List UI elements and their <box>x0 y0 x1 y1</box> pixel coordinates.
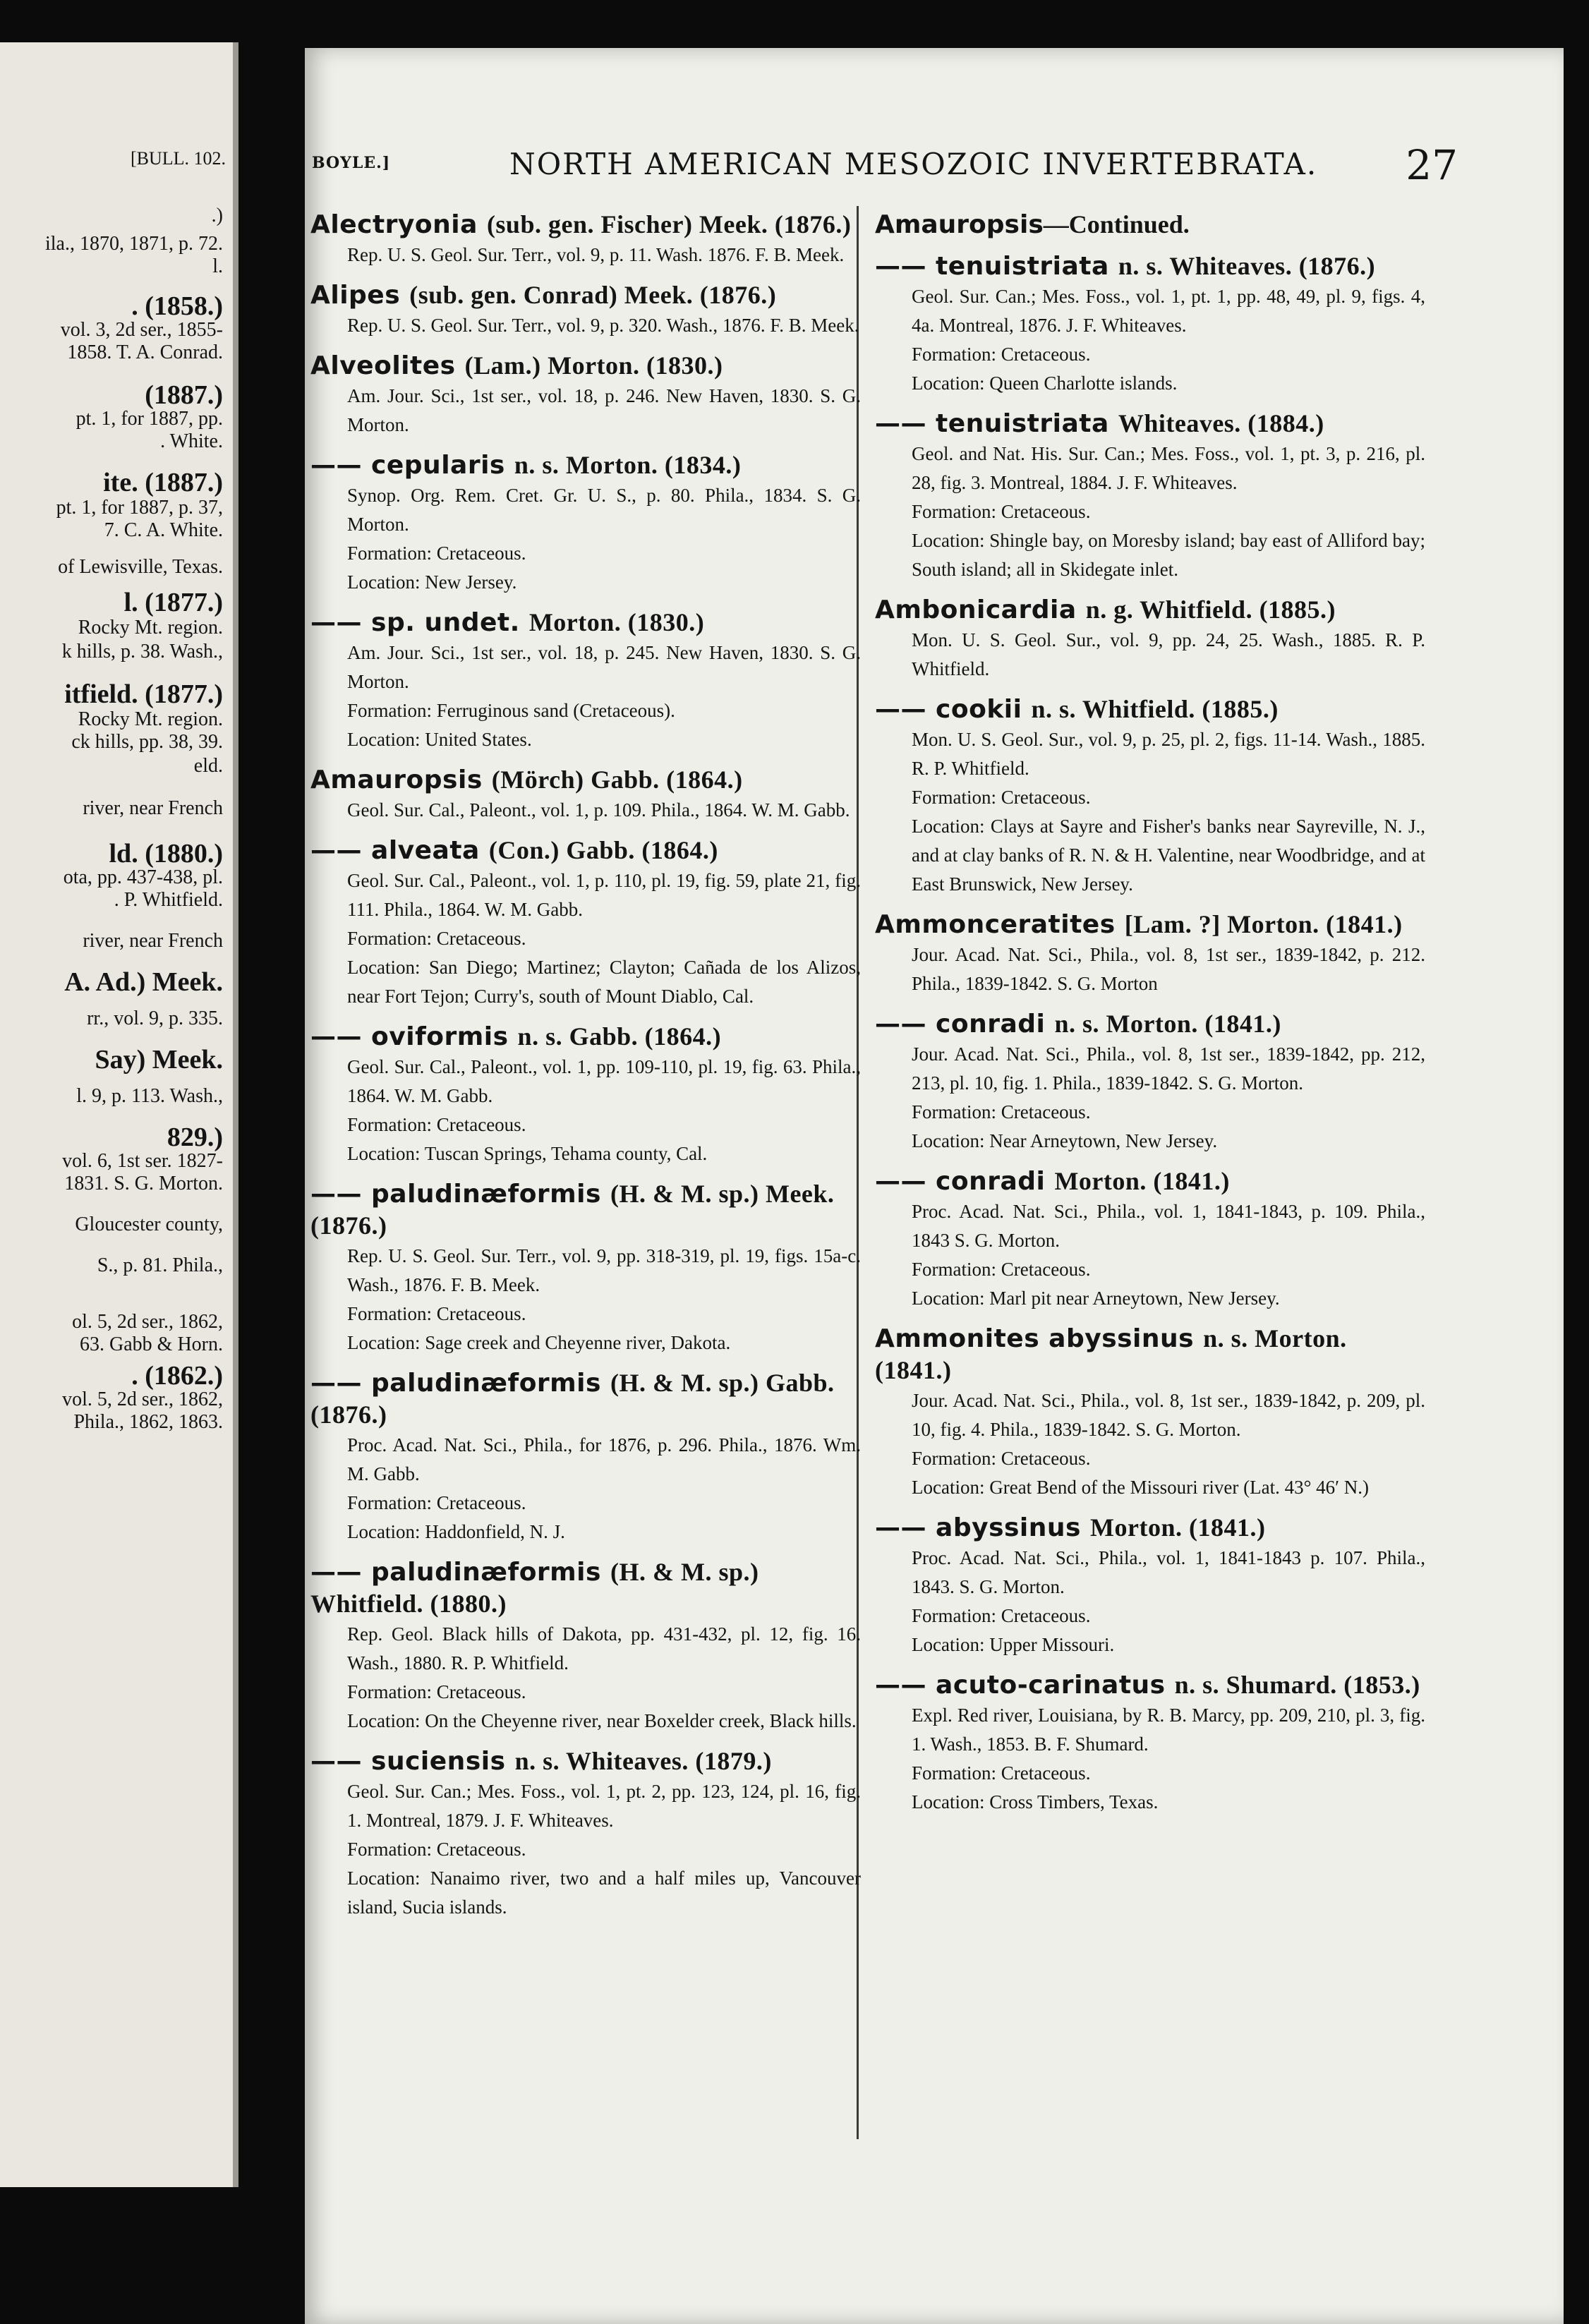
left-page-line: ol. 5, 2d ser., 1862, <box>72 1311 223 1333</box>
bibliography-entry <box>875 594 1425 684</box>
left-page-line: pt. 1, for 1887, p. 37, <box>56 497 223 519</box>
taxon-authority: (H. & M. sp.) Gabb. (1876.) <box>310 1369 835 1429</box>
entry-formation: Formation: Cretaceous. <box>912 1259 1091 1280</box>
entry-citation: Geol. Sur. Cal., Paleont., vol. 1, p. 110, pl. 19, fig. 59, plate 21, fig. 111. Phila., 1864. W. M. Gabb. <box>347 870 861 920</box>
taxon-authority: (sub. gen. Conrad) Meek. (1876.) <box>409 281 777 309</box>
bibliography-entry <box>875 1669 1425 1817</box>
bibliography-entry <box>310 835 861 1011</box>
taxon-name: —— paludinæformis <box>310 1180 601 1209</box>
bibliography-entry <box>875 250 1425 398</box>
left-page-line: of Lewisville, Texas. <box>58 556 223 578</box>
left-page-line: ota, pp. 437-438, pl. <box>63 866 223 888</box>
taxon-authority: n. s. Morton. (1841.) <box>1054 1010 1281 1038</box>
entry-formation: Formation: Cretaceous. <box>347 1303 526 1324</box>
bibliography-entry <box>875 1008 1425 1156</box>
left-page-line: Gloucester county, <box>75 1214 223 1235</box>
entry-heading <box>310 1367 861 1431</box>
taxon-name: —— abyssinus <box>875 1513 1081 1542</box>
entry-citation: Rep. Geol. Black hills of Dakota, pp. 431-432, pl. 12, fig. 16. Wash., 1880. R. P. Whitfield. <box>347 1623 861 1674</box>
entry-location: Location: Sage creek and Cheyenne river, Dakota. <box>347 1332 731 1353</box>
left-page-line: 63. Gabb & Horn. <box>80 1333 223 1355</box>
left-page-line: 1831. S. G. Morton. <box>64 1173 223 1194</box>
taxon-authority: n. s. Shumard. (1853.) <box>1174 1671 1420 1699</box>
taxon-name: —— tenuistriata <box>875 409 1109 438</box>
entry-heading <box>875 909 1425 940</box>
taxon-name: Ambonicardia <box>875 595 1077 624</box>
left-page-line: .) <box>211 205 223 226</box>
taxon-authority: (H. & M. sp.) Meek. (1876.) <box>310 1180 835 1240</box>
left-page-line: vol. 3, 2d ser., 1855- <box>60 319 223 341</box>
taxon-authority: n. s. Morton. (1834.) <box>514 451 742 479</box>
taxon-authority: n. s. Morton. (1841.) <box>875 1324 1347 1384</box>
entry-citation: Proc. Acad. Nat. Sci., Phila., for 1876, p. 296. Phila., 1876. Wm. M. Gabb. <box>347 1434 861 1484</box>
left-page-line: ck hills, pp. 38, 39. <box>71 731 223 753</box>
taxon-authority: (H. & M. sp.) Whitfield. (1880.) <box>310 1558 759 1618</box>
taxon-authority: Morton. (1830.) <box>528 608 705 636</box>
left-page-line: . (1858.) <box>131 291 223 321</box>
taxon-authority: (Mörch) Gabb. (1864.) <box>491 765 743 794</box>
entry-heading <box>875 1323 1425 1386</box>
continued-genus: Amauropsis <box>875 210 1044 239</box>
entry-location: Location: San Diego; Martinez; Clayton; Cañada de los Alizos, near Fort Tejon; Curry's, south of Mount Diablo, Cal. <box>347 957 861 1007</box>
taxon-authority: Morton. (1841.) <box>1090 1513 1266 1542</box>
bibliography-entry <box>310 350 861 440</box>
taxon-authority: [Lam. ?] Morton. (1841.) <box>1124 910 1403 938</box>
entry-location: Location: Haddonfield, N. J. <box>347 1521 565 1542</box>
entry-heading <box>875 694 1425 725</box>
left-page-line: A. Ad.) Meek. <box>64 967 223 997</box>
entry-formation: Formation: Cretaceous. <box>912 344 1091 365</box>
entry-heading <box>310 764 861 796</box>
left-page-line: pt. 1, for 1887, pp. <box>75 408 223 430</box>
entry-formation: Formation: Cretaceous. <box>347 1681 526 1702</box>
taxon-name: —— paludinæformis <box>310 1369 601 1398</box>
taxon-authority: n. s. Gabb. (1864.) <box>517 1022 722 1051</box>
taxon-authority: (Con.) Gabb. (1864.) <box>488 836 718 864</box>
entry-location: Location: Tuscan Springs, Tehama county, Cal. <box>347 1143 708 1164</box>
taxon-authority: n. g. Whitfield. (1885.) <box>1085 595 1336 624</box>
entry-heading <box>875 1512 1425 1544</box>
left-page-line: Say) Meek. <box>95 1045 223 1075</box>
entry-location: Location: Nanaimo river, two and a half miles up, Vancouver island, Sucia islands. <box>347 1868 861 1918</box>
taxon-name: —— cepularis <box>310 451 505 480</box>
left-page-fragment <box>0 42 238 2187</box>
entry-heading <box>875 1669 1425 1701</box>
continued-label: —Continued. <box>1043 210 1190 238</box>
taxon-authority: n. s. Whiteaves. (1879.) <box>514 1747 772 1775</box>
entry-location: Location: United States. <box>347 729 532 750</box>
entry-citation: Jour. Acad. Nat. Sci., Phila., vol. 8, 1st ser., 1839-1842, p. 212. Phila., 1839-1842. S. G. Morton <box>912 944 1425 994</box>
entry-heading <box>310 835 861 866</box>
entry-location: Location: Great Bend of the Missouri river (Lat. 43° 46′ N.) <box>912 1477 1370 1498</box>
left-page-line: itfield. (1877.) <box>64 679 223 709</box>
taxon-authority: Whiteaves. (1884.) <box>1118 409 1324 437</box>
taxon-name: —— cookii <box>875 695 1022 724</box>
left-page-line: Phila., 1862, 1863. <box>73 1411 223 1433</box>
entry-location: Location: Near Arneytown, New Jersey. <box>912 1130 1218 1151</box>
bibliography-entry <box>310 1021 861 1168</box>
left-page-line: l. 9, p. 113. Wash., <box>76 1085 223 1107</box>
entry-heading <box>875 250 1425 282</box>
left-page-line: S., p. 81. Phila., <box>97 1254 223 1276</box>
left-page-line: vol. 5, 2d ser., 1862, <box>62 1388 223 1410</box>
entry-formation: Formation: Cretaceous. <box>912 1101 1091 1122</box>
entry-heading <box>310 607 861 639</box>
entry-citation: Mon. U. S. Geol. Sur., vol. 9, pp. 24, 25. Wash., 1885. R. P. Whitfield. <box>912 629 1425 679</box>
left-page-line: ila., 1870, 1871, p. 72. <box>45 233 223 255</box>
bibliography-entry <box>875 694 1425 899</box>
left-page-line: river, near French <box>83 797 223 819</box>
entry-citation: Geol. Sur. Can.; Mes. Foss., vol. 1, pt. 1, pp. 48, 49, pl. 9, figs. 4, 4a. Montreal, 1876. J. F. Whiteaves. <box>912 286 1425 336</box>
bibliography-entry <box>875 408 1425 584</box>
bibliography-entry <box>310 279 861 340</box>
bibliography-entry <box>310 449 861 597</box>
entry-formation: Formation: Cretaceous. <box>347 1114 526 1135</box>
entry-citation: Proc. Acad. Nat. Sci., Phila., vol. 1, 1841-1843 p. 107. Phila., 1843. S. G. Morton. <box>912 1547 1425 1597</box>
bibliography-entry <box>310 607 861 754</box>
taxon-name: —— conradi <box>875 1010 1046 1039</box>
entry-location: Location: Marl pit near Arneytown, New Jersey. <box>912 1288 1280 1309</box>
taxon-name: Alipes <box>310 281 401 310</box>
running-head-author: BOYLE.] <box>312 154 391 172</box>
bibliography-entry <box>310 209 861 270</box>
column-left <box>310 209 861 1932</box>
entry-citation: Geol. Sur. Cal., Paleont., vol. 1, p. 109. Phila., 1864. W. M. Gabb. <box>347 799 850 821</box>
entry-citation: Mon. U. S. Geol. Sur., vol. 9, p. 25, pl. 2, figs. 11-14. Wash., 1885. R. P. Whitfield. <box>912 729 1425 779</box>
left-page-line: . White. <box>160 430 223 452</box>
entry-formation: Formation: Cretaceous. <box>912 1448 1091 1469</box>
taxon-name: Ammonceratites <box>875 910 1116 939</box>
entry-formation: Formation: Cretaceous. <box>912 1605 1091 1626</box>
entry-citation: Am. Jour. Sci., 1st ser., vol. 18, p. 245. New Haven, 1830. S. G. Morton. <box>347 642 861 692</box>
left-page-line: ld. (1880.) <box>109 839 223 869</box>
taxon-name: —— oviformis <box>310 1022 509 1051</box>
taxon-name: Amauropsis <box>310 765 483 794</box>
bibliography-entry <box>310 1745 861 1922</box>
entry-heading <box>310 449 861 481</box>
entry-location: Location: New Jersey. <box>347 571 517 593</box>
column-right <box>875 209 1425 1827</box>
entry-formation: Formation: Cretaceous. <box>912 501 1091 522</box>
entry-heading <box>875 1166 1425 1197</box>
bibliography-entry <box>875 1323 1425 1502</box>
entry-formation: Formation: Cretaceous. <box>347 1492 526 1513</box>
page-header <box>305 141 1564 189</box>
left-page-line: 7. C. A. White. <box>104 519 223 541</box>
bibliography-entry <box>310 1556 861 1736</box>
left-page-line: . P. Whitfield. <box>114 889 223 911</box>
bibliography-entry <box>310 764 861 825</box>
left-page-line: Rocky Mt. region. <box>78 617 223 639</box>
entry-heading <box>310 1178 861 1242</box>
left-page-line: ite. (1887.) <box>103 468 223 497</box>
entry-citation: Geol. Sur. Cal., Paleont., vol. 1, pp. 109-110, pl. 19, fig. 63. Phila., 1864. W. M. Gabb. <box>347 1056 861 1106</box>
taxon-authority: n. s. Whiteaves. (1876.) <box>1118 252 1376 280</box>
taxon-name: Ammonites abyssinus <box>875 1324 1195 1353</box>
entry-formation: Formation: Cretaceous. <box>347 928 526 949</box>
left-page-line: k hills, p. 38. Wash., <box>61 641 223 662</box>
left-page-line: eld. <box>193 755 223 777</box>
entry-citation: Rep. U. S. Geol. Sur. Terr., vol. 9, p. 11. Wash. 1876. F. B. Meek. <box>347 244 845 265</box>
entry-citation: Expl. Red river, Louisiana, by R. B. Marcy, pp. 209, 210, pl. 3, fig. 1. Wash., 1853. B. F. Shumard. <box>912 1705 1425 1755</box>
entry-citation: Rep. U. S. Geol. Sur. Terr., vol. 9, p. 320. Wash., 1876. F. B. Meek. <box>347 315 859 336</box>
left-page-line: vol. 6, 1st ser. 1827- <box>62 1150 223 1172</box>
entry-heading <box>310 209 861 241</box>
entry-heading <box>875 408 1425 440</box>
book-page <box>305 48 1564 2324</box>
continued-heading <box>875 209 1425 241</box>
taxon-authority: Morton. (1841.) <box>1054 1167 1230 1195</box>
taxon-name: Alveolites <box>310 351 456 380</box>
left-page-line: river, near French <box>83 930 223 952</box>
taxon-name: Alectryonia <box>310 210 478 239</box>
entry-location: Location: Clays at Sayre and Fisher's banks near Sayreville, N. J., and at clay banks of R. N. & H. Valentine, near Woodbridge, and at East Brunswick, New Jersey. <box>912 816 1425 895</box>
taxon-name: —— paludinæformis <box>310 1558 601 1587</box>
page-number: 27 <box>1406 141 1458 189</box>
entry-formation: Formation: Cretaceous. <box>347 1839 526 1860</box>
taxon-name: —— acuto-carinatus <box>875 1671 1166 1700</box>
entry-location: Location: On the Cheyenne river, near Boxelder creek, Black hills. <box>347 1710 857 1731</box>
taxon-name: —— sp. undet. <box>310 608 520 637</box>
left-page-line: l. (1877.) <box>123 588 223 617</box>
entry-formation: Formation: Cretaceous. <box>347 543 526 564</box>
bibliography-entry <box>310 1178 861 1357</box>
entry-citation: Proc. Acad. Nat. Sci., Phila., vol. 1, 1841-1843, p. 109. Phila., 1843 S. G. Morton. <box>912 1201 1425 1251</box>
left-page-line: 1858. T. A. Conrad. <box>67 341 223 363</box>
entry-location: Location: Shingle bay, on Moresby island; bay east of Alliford bay; South island; all in Skidegate inlet. <box>912 530 1425 580</box>
entry-heading <box>310 279 861 311</box>
entry-citation: Geol. and Nat. His. Sur. Can.; Mes. Foss., vol. 1, pt. 3, p. 216, pl. 28, fig. 3. Montreal, 1884. J. F. Whiteaves. <box>912 443 1425 493</box>
taxon-authority: (Lam.) Morton. (1830.) <box>464 351 723 380</box>
left-page-line: . (1862.) <box>131 1361 223 1391</box>
entry-location: Location: Cross Timbers, Texas. <box>912 1791 1159 1812</box>
entry-heading <box>310 1021 861 1053</box>
page-title: NORTH AMERICAN MESOZOIC INVERTEBRATA. <box>509 147 1318 181</box>
left-page-line: Rocky Mt. region. <box>78 708 223 730</box>
left-page-line: (1887.) <box>145 380 223 410</box>
entry-location: Location: Upper Missouri. <box>912 1634 1115 1655</box>
entry-citation: Jour. Acad. Nat. Sci., Phila., vol. 8, 1st ser., 1839-1842, pp. 212, 213, pl. 10, fig. 1. Phila., 1839-1842. S. G. Morton. <box>912 1043 1425 1094</box>
bibliography-entry <box>310 1367 861 1547</box>
taxon-name: —— alveata <box>310 836 480 865</box>
entry-citation: Rep. U. S. Geol. Sur. Terr., vol. 9, pp. 318-319, pl. 19, figs. 15a-c. Wash., 1876. F. B. Meek. <box>347 1245 861 1295</box>
left-page-line: rr., vol. 9, p. 335. <box>87 1007 223 1029</box>
entry-citation: Jour. Acad. Nat. Sci., Phila., vol. 8, 1st ser., 1839-1842, p. 209, pl. 10, fig. 4. Phila., 1839-1842. S. G. Morton. <box>912 1390 1425 1440</box>
entry-heading <box>310 1556 861 1620</box>
entry-formation: Formation: Cretaceous. <box>912 787 1091 808</box>
left-page-line: l. <box>212 255 223 277</box>
entry-heading <box>875 1008 1425 1040</box>
taxon-name: —— tenuistriata <box>875 252 1109 281</box>
bibliography-entry <box>875 909 1425 998</box>
entry-heading <box>310 1745 861 1777</box>
bibliography-entry <box>875 1512 1425 1659</box>
entry-citation: Geol. Sur. Can.; Mes. Foss., vol. 1, pt. 2, pp. 123, 124, pl. 16, fig. 1. Montreal, 1879. J. F. Whiteaves. <box>347 1781 861 1831</box>
taxon-authority: n. s. Whitfield. (1885.) <box>1031 695 1279 723</box>
entry-location: Location: Queen Charlotte islands. <box>912 373 1178 394</box>
entry-heading <box>875 594 1425 626</box>
left-page-line: 829.) <box>167 1122 223 1152</box>
taxon-name: —— conradi <box>875 1167 1046 1196</box>
entry-formation: Formation: Cretaceous. <box>912 1762 1091 1784</box>
entry-heading <box>310 350 861 382</box>
entry-formation: Formation: Ferruginous sand (Cretaceous). <box>347 700 675 721</box>
taxon-name: —— suciensis <box>310 1747 506 1776</box>
left-page-header: [BULL. 102. <box>130 148 226 169</box>
entry-citation: Synop. Org. Rem. Cret. Gr. U. S., p. 80. Phila., 1834. S. G. Morton. <box>347 485 861 535</box>
bibliography-entry <box>875 1166 1425 1313</box>
entry-citation: Am. Jour. Sci., 1st ser., vol. 18, p. 246. New Haven, 1830. S. G. Morton. <box>347 385 861 435</box>
taxon-authority: (sub. gen. Fischer) Meek. (1876.) <box>486 210 852 238</box>
